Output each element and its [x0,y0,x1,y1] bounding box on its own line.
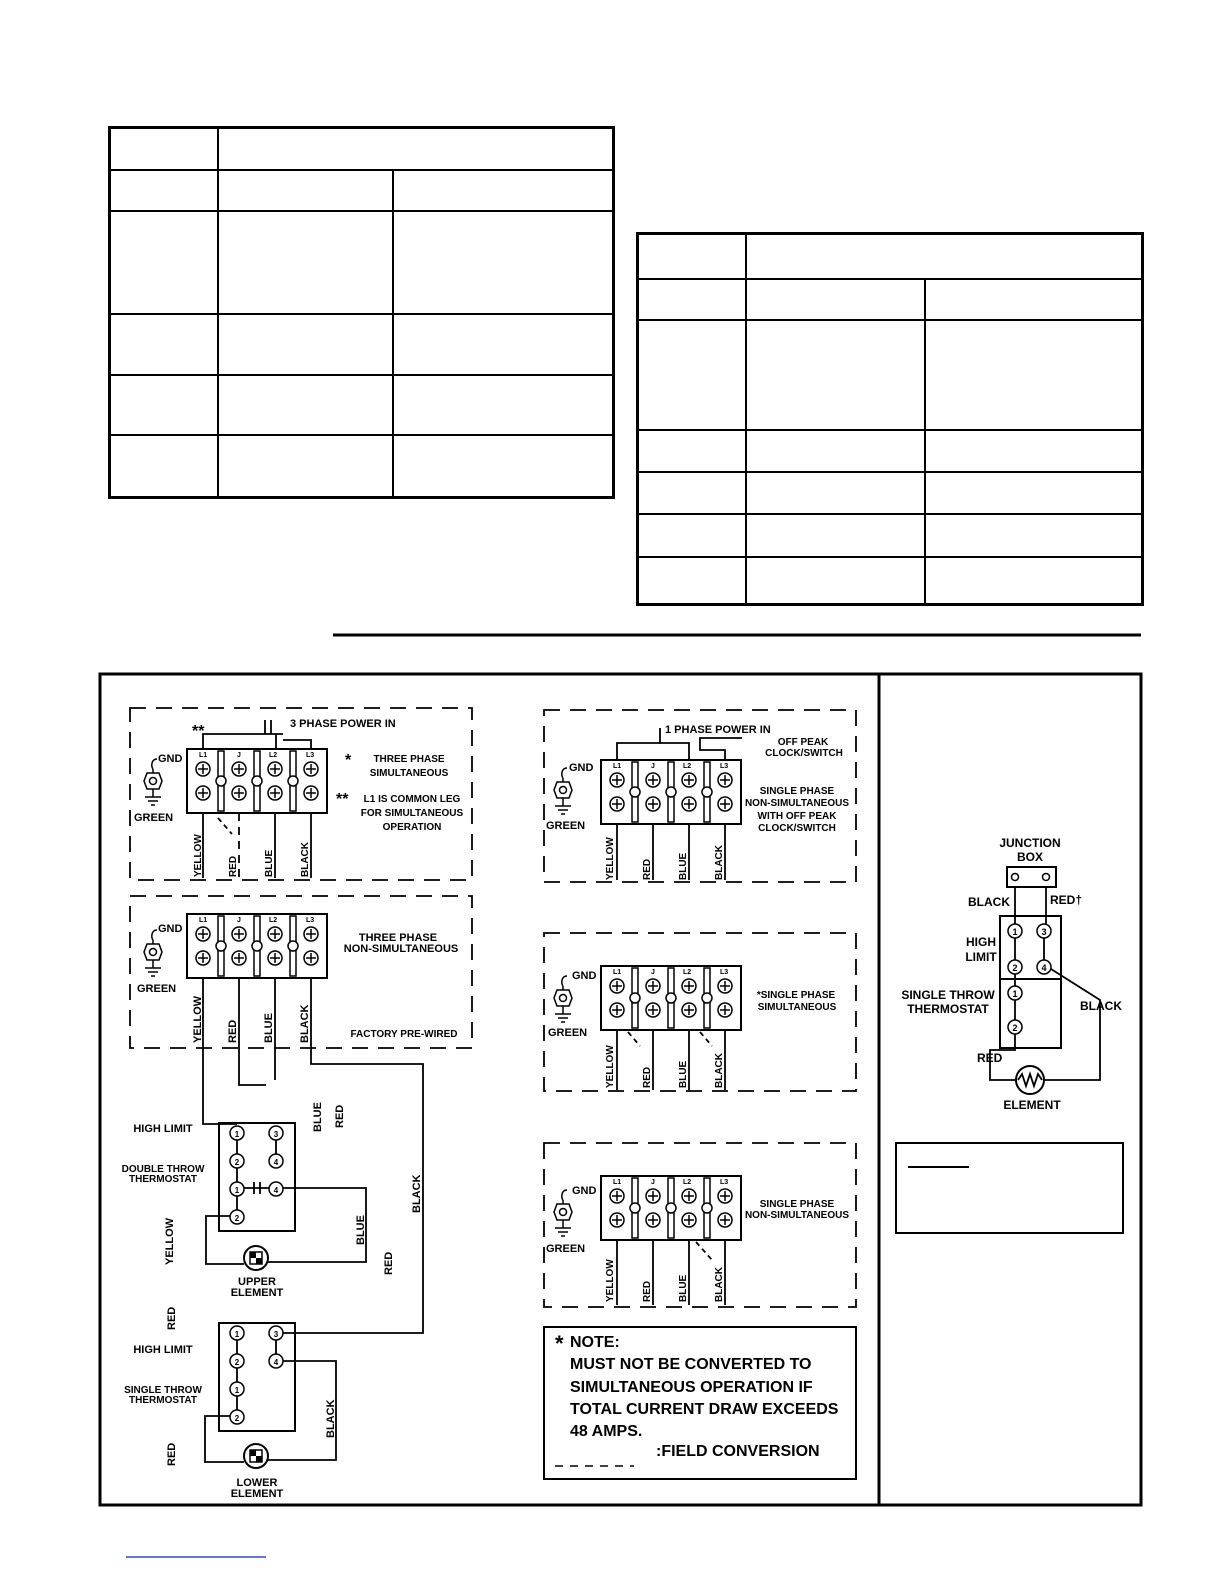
junction-box-label: BOX [1016,850,1044,864]
sp-offpeak-label: WITH OFF PEAK [757,811,837,822]
gnd-label: GND [158,753,183,765]
terminal-number: 4 [273,1158,279,1167]
double-throw-label: DOUBLE THROW [121,1164,205,1175]
term-label: L1 [199,752,208,759]
ground-icon [554,1190,572,1236]
term-label: L1 [613,969,622,976]
terminal-number: 2 [1012,1023,1018,1033]
upper-element-icon [244,1246,268,1270]
wire-label-black: BLACK [714,1267,725,1302]
wire-label-yellow: YELLOW [605,1045,616,1088]
wire-label-red: RED [166,1442,178,1466]
single-throw-label: THERMOSTAT [129,1395,197,1406]
three-phase-nonsim-label: THREE PHASE [358,932,438,944]
wire-label-yellow: YELLOW [192,995,204,1043]
sp-sim-label: SIMULTANEOUS [757,1002,837,1013]
gnd-label: GND [158,923,183,935]
terminals [230,1126,283,1424]
terminal-number: 3 [1041,927,1047,937]
wire-label-black: BLACK [411,1174,423,1213]
wire-label-yellow: YELLOW [605,1259,616,1302]
wire-label-red: RED [166,1306,178,1330]
lower-element-label: LOWER [236,1477,278,1489]
wire-label-blue: BLUE [678,1060,689,1088]
wire-label-black: BLACK [714,1053,725,1088]
terminal-number: 3 [273,1330,279,1339]
three-phase-sim-label: THREE PHASE [373,754,445,765]
off-peak-label: CLOCK/SWITCH [765,748,843,759]
terminal-number: 4 [273,1186,279,1195]
wire-label-red: RED [642,1280,653,1302]
green-label: GREEN [134,812,174,824]
ground-icon [144,759,162,805]
three-phase-sim-label: SIMULTANEOUS [369,768,449,779]
term-label: L3 [306,917,315,924]
term-label: J [237,752,241,759]
term-label: L3 [306,752,315,759]
green-label: GREEN [546,1243,586,1255]
note-line: MUST NOT BE CONVERTED TO [570,1356,812,1373]
wire-label-blue: BLUE [678,1274,689,1302]
phase3-in-label: 3 PHASE POWER IN [290,718,396,730]
terminal-number: 3 [273,1130,279,1139]
wire-label-black: BLACK [299,1004,311,1043]
star-label: * [345,752,352,769]
gnd-label: GND [572,970,597,982]
gnd-label: GND [572,1185,597,1197]
term-label: L2 [683,763,692,770]
term-label: L2 [683,969,692,976]
wire-label-red: RED [977,1051,1003,1065]
green-label: GREEN [137,983,177,995]
wire-label-black: BLACK [1080,999,1122,1013]
terminal-number: 2 [234,1214,240,1223]
l1-note-label: L1 IS COMMON LEG [363,794,461,805]
term-label: J [651,1179,655,1186]
term-label: L3 [720,1179,729,1186]
terminal-number: 4 [1041,963,1047,973]
phase1-in-label: 1 PHASE POWER IN [665,724,771,736]
terminal-number: 1 [1012,927,1018,937]
note-title: NOTE: [570,1334,620,1351]
terminal-number: 4 [273,1358,279,1367]
double-throw-label: THERMOSTAT [129,1174,197,1185]
term-label: L2 [683,1179,692,1186]
high-limit-label: HIGH LIMIT [133,1123,193,1135]
l1-note-label: FOR SIMULTANEOUS [360,808,464,819]
wire-label-black: BLACK [714,845,725,880]
gnd-label: GND [569,762,594,774]
terminal-number: 1 [234,1386,240,1395]
high-limit-label: HIGH LIMIT [133,1344,193,1356]
single-throw-label: SINGLE THROW [901,988,995,1002]
three-phase-nonsim-label: NON-SIMULTANEOUS [343,943,459,955]
wire-label-black: BLACK [968,895,1010,909]
term-label: J [651,969,655,976]
wire-label-red: RED [228,855,239,877]
element-label: ELEMENT [1003,1098,1061,1112]
junction-box-label: JUNCTION [999,836,1061,850]
high-limit-label: HIGH [966,935,996,949]
lower-element-label: ELEMENT [230,1488,284,1500]
wire-label-yellow: YELLOW [164,1217,176,1265]
field-conversion-label: :FIELD CONVERSION [656,1443,820,1460]
term-label: J [237,917,241,924]
factory-label: FACTORY PRE-WIRED [350,1029,458,1040]
wire-label-blue: BLUE [678,852,689,880]
wire-label-blue: BLUE [312,1102,324,1132]
term-label: L2 [269,752,278,759]
wire-label-red: RED [383,1251,395,1275]
wire-label-blue: BLUE [355,1215,367,1245]
high-limit-label: LIMIT [965,950,997,964]
terminal-number: 2 [234,1358,240,1367]
terminal-number: 1 [1012,989,1018,999]
term-label: L3 [720,969,729,976]
off-peak-label: OFF PEAK [777,737,829,748]
note-line: TOTAL CURRENT DRAW EXCEEDS [570,1401,839,1418]
sp-nonsim-label: NON-SIMULTANEOUS [744,1210,850,1221]
wire-label-black: BLACK [325,1399,337,1438]
green-label: GREEN [548,1027,588,1039]
wire-label-black: BLACK [300,842,311,877]
double-star-label: ** [192,723,205,740]
note-line: 48 AMPS. [570,1423,643,1440]
l1-note-label: OPERATION [382,822,442,833]
wire-label-blue: BLUE [264,849,275,877]
note-line: SIMULTANEOUS OPERATION IF [570,1379,813,1396]
single-throw-label: SINGLE THROW [124,1385,202,1396]
terminal-number: 2 [234,1414,240,1423]
wire-label-red: RED [227,1019,239,1043]
wire-label-yellow: YELLOW [193,834,204,877]
note-star: * [555,1331,564,1356]
wire-label-yellow: YELLOW [605,837,616,880]
ground-icon [554,768,572,814]
term-label: L1 [199,917,208,924]
term-label: L2 [269,917,278,924]
wire-label-red: RED [642,858,653,880]
sp-offpeak-label: NON-SIMULTANEOUS [744,798,850,809]
terminal-number: 1 [234,1130,240,1139]
sp-offpeak-label: CLOCK/SWITCH [758,823,836,834]
sp-offpeak-label: SINGLE PHASE [759,786,835,797]
upper-element-label: ELEMENT [230,1287,284,1299]
terminal-number: 1 [234,1330,240,1339]
ground-icon [554,976,572,1022]
sp-nonsim-label: SINGLE PHASE [759,1199,835,1210]
right-note-box [896,1143,1123,1233]
terminal-number: 1 [234,1186,240,1195]
single-throw-label: THERMOSTAT [907,1002,989,1016]
wire-label-blue: BLUE [263,1013,275,1043]
term-label: J [651,763,655,770]
term-label: L3 [720,763,729,770]
term-label: L1 [613,763,622,770]
sp-sim-label: *SINGLE PHASE [756,990,836,1001]
terminal-number: 2 [234,1158,240,1167]
ground-icon [144,930,162,976]
wire-label-red: RED [334,1104,346,1128]
double-star-label: ** [336,791,349,808]
wire-label-red: RED [642,1066,653,1088]
upper-element-label: UPPER [238,1276,276,1288]
lower-element-icon [244,1444,268,1468]
wire-label-red: RED† [1050,893,1083,907]
terminal-number: 2 [1012,963,1018,973]
term-label: L1 [613,1179,622,1186]
green-label: GREEN [546,820,586,832]
